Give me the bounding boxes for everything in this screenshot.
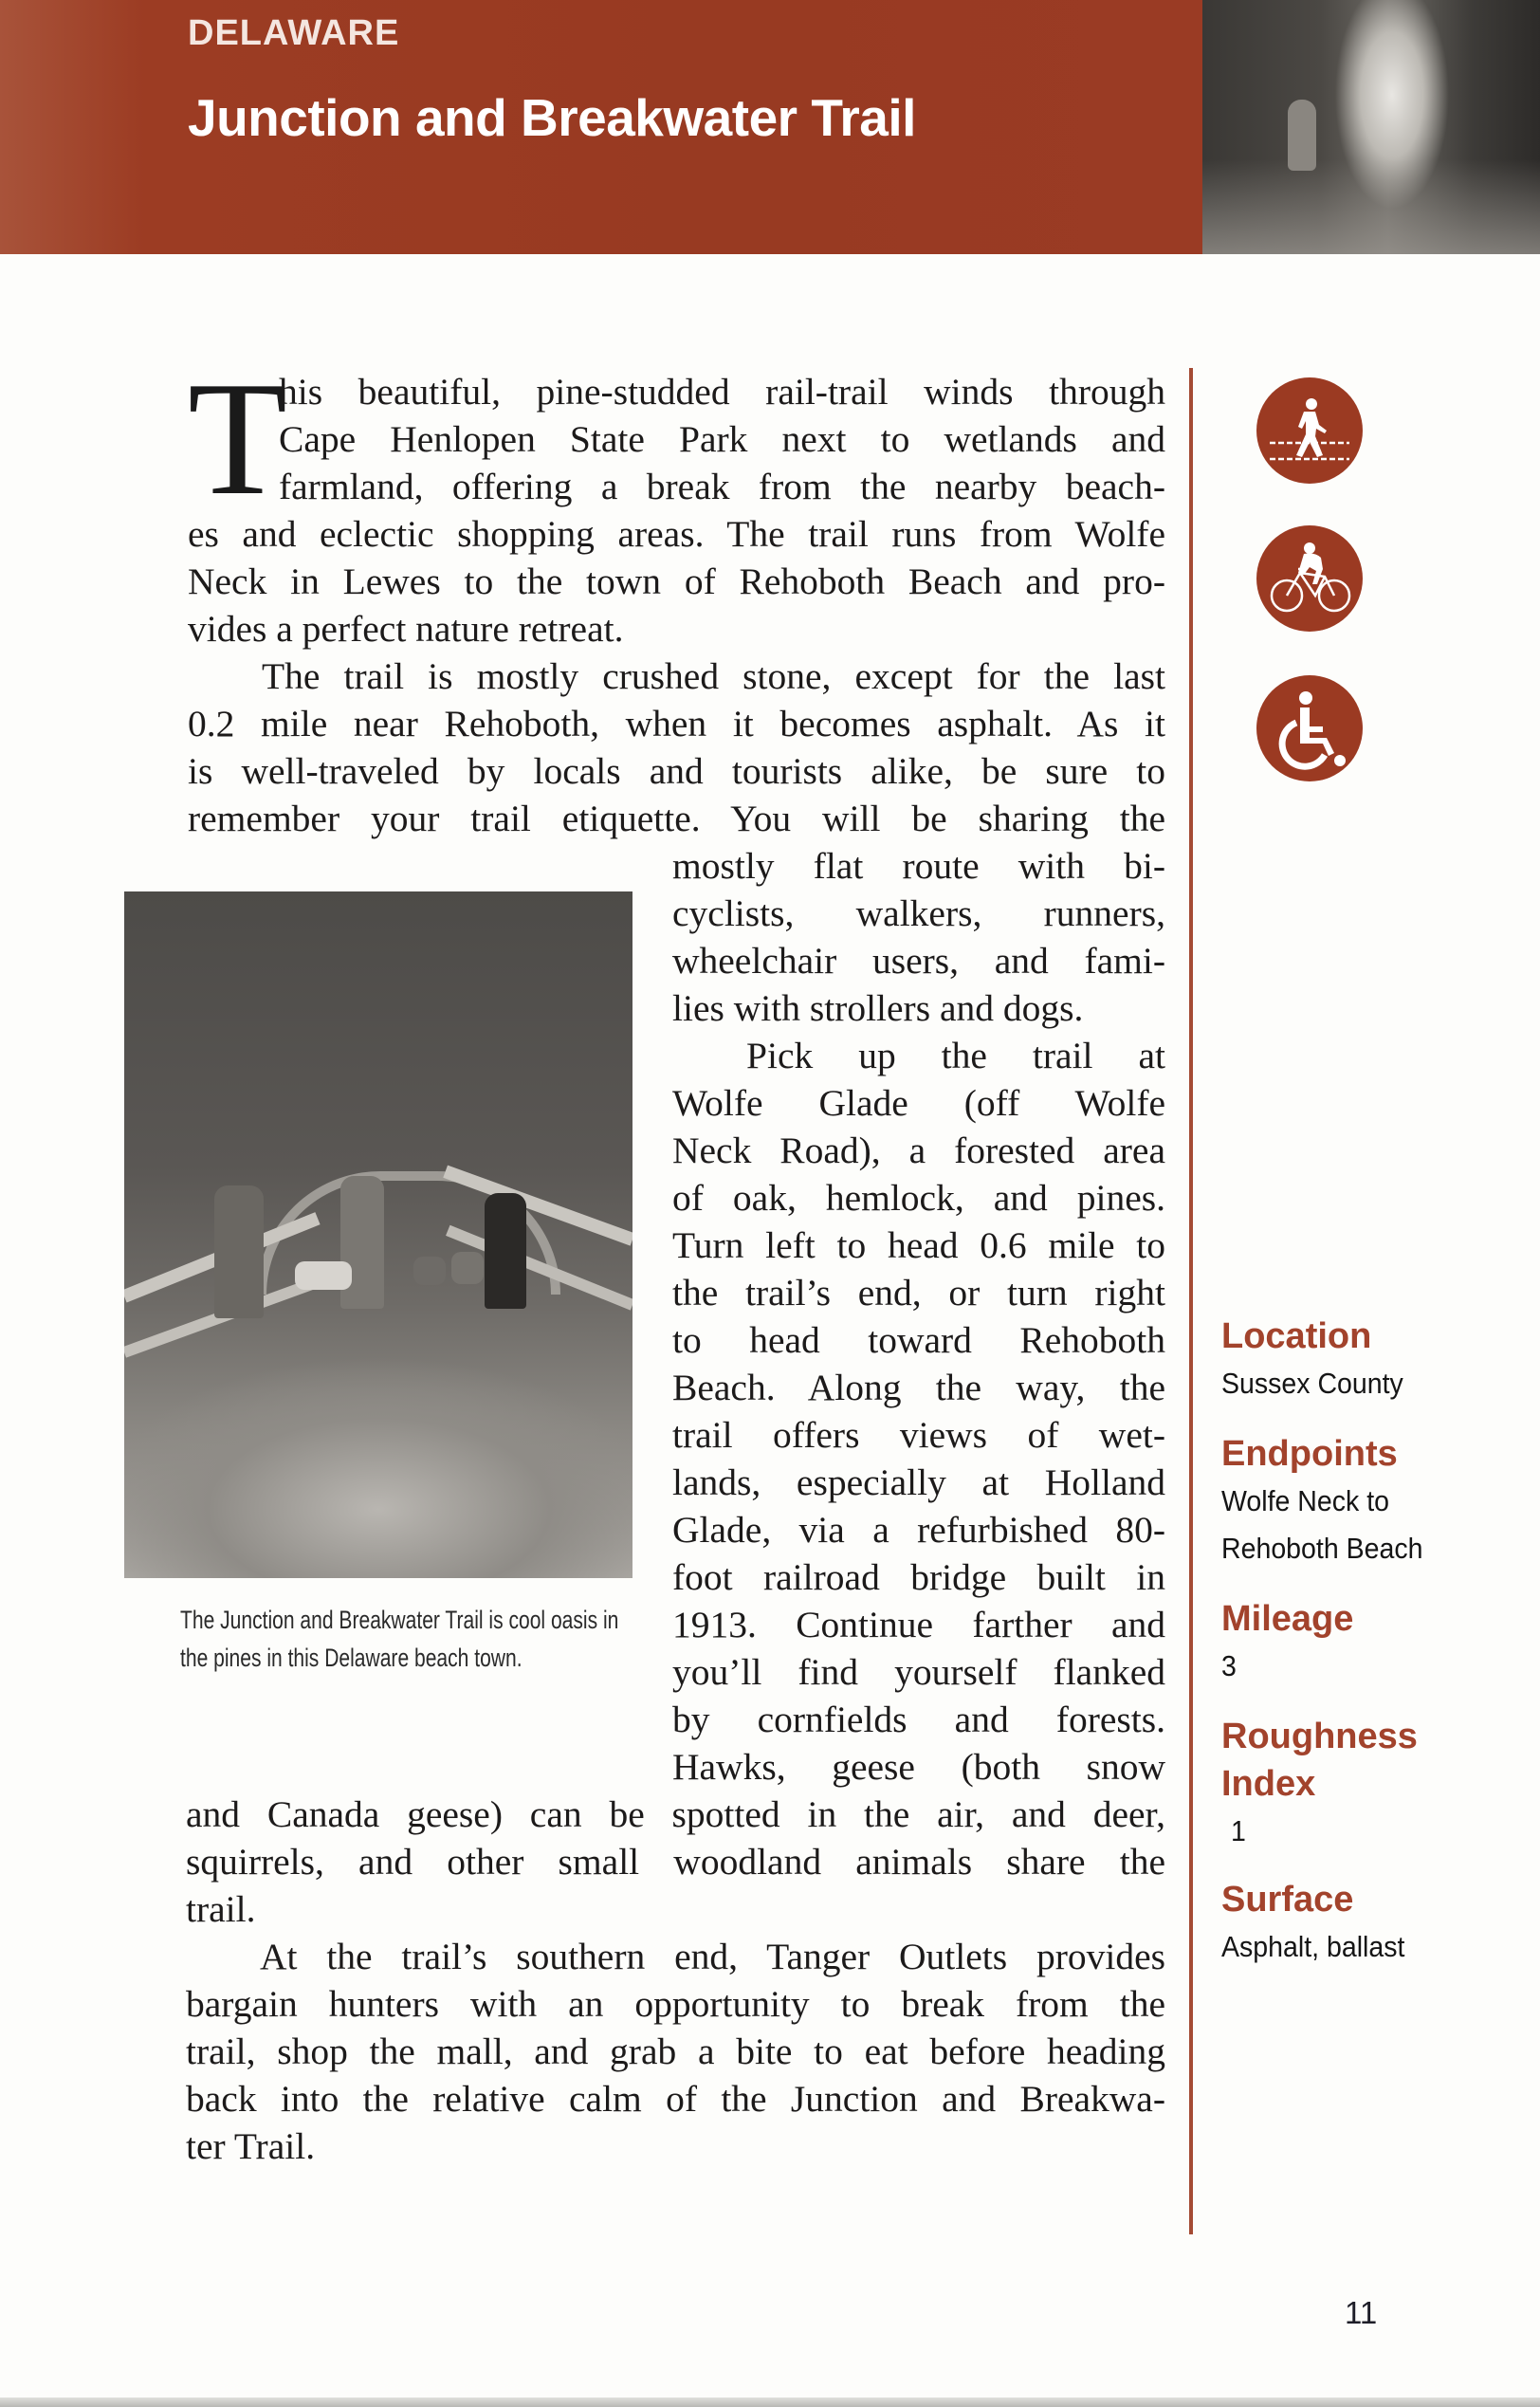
photo-person: [340, 1176, 384, 1309]
text-line: is well-traveled by locals and tourists alike, be sure to: [188, 750, 1165, 792]
text-line: 1913. Continue farther and: [672, 1604, 1165, 1645]
pedestrian-icon: [1256, 377, 1363, 484]
text-line: farmland, offering a break from the nearby beach-: [279, 466, 1165, 507]
trail-bridge-photo: [124, 891, 632, 1578]
body-paragraphs-bottom: [186, 1791, 1165, 2170]
fact-value-endpoints-line1: Wolfe Neck to: [1221, 1484, 1389, 1517]
text-line: bargain hunters with an opportunity to break from the: [186, 1983, 1165, 2025]
text-line: The trail is mostly crushed stone, except for the last: [262, 655, 1165, 697]
fact-value-mileage: 3: [1221, 1649, 1237, 1682]
text-line: and Canada geese) can be spotted in the air, and deer,: [186, 1793, 1165, 1835]
text-line: Neck in Lewes to the town of Rehoboth Beach and pro-: [188, 560, 1165, 602]
fact-label-roughness-line2: Index: [1221, 1764, 1316, 1804]
fact-label-surface: Surface: [1221, 1880, 1354, 1920]
text-line: Cape Henlopen State Park next to wetlands and: [279, 418, 1165, 460]
intro-lines: [279, 368, 1165, 510]
text-line: Pick up the trail at: [746, 1035, 1165, 1076]
wheelchair-icon: [1256, 675, 1363, 781]
page-edge-shadow: [0, 2398, 1540, 2407]
text-line: by cornfields and forests.: [672, 1699, 1165, 1740]
photo-dog: [451, 1252, 484, 1284]
bicycle-icon: [1256, 525, 1363, 632]
text-line: mostly flat route with bi-: [672, 845, 1165, 887]
text-line: trail, shop the mall, and grab a bite to eat before heading: [186, 2030, 1165, 2072]
text-line: lands, especially at Holland: [672, 1461, 1165, 1503]
text-line: At the trail’s southern end, Tanger Outlets provides: [260, 1936, 1165, 1977]
fact-value-surface: Asphalt, ballast: [1221, 1930, 1405, 1963]
fact-value-endpoints-line2: Rehoboth Beach: [1221, 1532, 1423, 1565]
fact-label-endpoints: Endpoints: [1221, 1434, 1398, 1474]
text-line: squirrels, and other small woodland animals share the: [186, 1841, 1165, 1883]
text-line: 0.2 mile near Rehoboth, when it becomes asphalt. As it: [188, 703, 1165, 744]
text-line: vides a perfect nature retreat.: [188, 608, 624, 650]
photo-person: [214, 1185, 264, 1318]
text-line: es and eclectic shopping areas. The trail runs from Wolfe: [188, 513, 1165, 555]
sidebar-divider: [1189, 368, 1193, 2234]
text-line: of oak, hemlock, and pines.: [672, 1177, 1165, 1219]
text-line: Wolfe Glade (off Wolfe: [672, 1082, 1165, 1124]
photo-walker: [1288, 100, 1316, 171]
fact-value-roughness: 1: [1231, 1814, 1246, 1847]
page-number: 11: [1345, 2295, 1378, 2330]
fact-label-location: Location: [1221, 1316, 1372, 1356]
header-photo: [1202, 0, 1540, 254]
state-label: DELAWARE: [188, 13, 400, 53]
text-line: Turn left to head 0.6 mile to: [672, 1224, 1165, 1266]
text-line: wheelchair users, and fami-: [672, 940, 1165, 982]
text-line: his beautiful, pine-studded rail-trail winds through: [279, 371, 1165, 413]
photo-dog: [295, 1261, 352, 1290]
photo-caption: The Junction and Breakwater Trail is cool oasis in the pines in this Delaware beach town.: [180, 1606, 619, 1672]
text-line: Glade, via a refurbished 80-: [672, 1509, 1165, 1551]
text-line: to head toward Rehoboth: [672, 1319, 1165, 1361]
trail-title: Junction and Breakwater Trail: [188, 88, 916, 147]
body-narrow-column: [672, 842, 1165, 1791]
text-line: lies with strollers and dogs.: [672, 987, 1084, 1029]
fact-label-mileage: Mileage: [1221, 1599, 1354, 1639]
text-line: trail.: [186, 1888, 256, 1930]
text-line: ter Trail.: [186, 2125, 316, 2167]
text-line: Neck Road), a forested area: [672, 1130, 1165, 1171]
text-line: foot railroad bridge built in: [672, 1556, 1165, 1598]
fact-label-roughness-line1: Roughness: [1221, 1717, 1418, 1756]
text-line: you’ll find yourself flanked: [672, 1651, 1165, 1693]
photo-dog: [413, 1257, 446, 1285]
text-line: Beach. Along the way, the: [672, 1367, 1165, 1408]
chapter-header: [0, 0, 1202, 254]
photo-path: [1202, 159, 1540, 254]
text-line: trail offers views of wet-: [672, 1414, 1165, 1456]
body-paragraphs-top: [188, 510, 1165, 842]
text-line: the trail’s end, or turn right: [672, 1272, 1165, 1314]
photo-person: [485, 1193, 526, 1309]
text-line: remember your trail etiquette. You will be sharing the: [188, 798, 1165, 839]
fact-value-location: Sussex County: [1221, 1367, 1403, 1400]
text-line: back into the relative calm of the Junction and Breakwa-: [186, 2078, 1165, 2120]
drop-cap: T: [188, 349, 288, 529]
text-line: Hawks, geese (both snow: [672, 1746, 1165, 1788]
text-line: cyclists, walkers, runners,: [672, 892, 1165, 934]
